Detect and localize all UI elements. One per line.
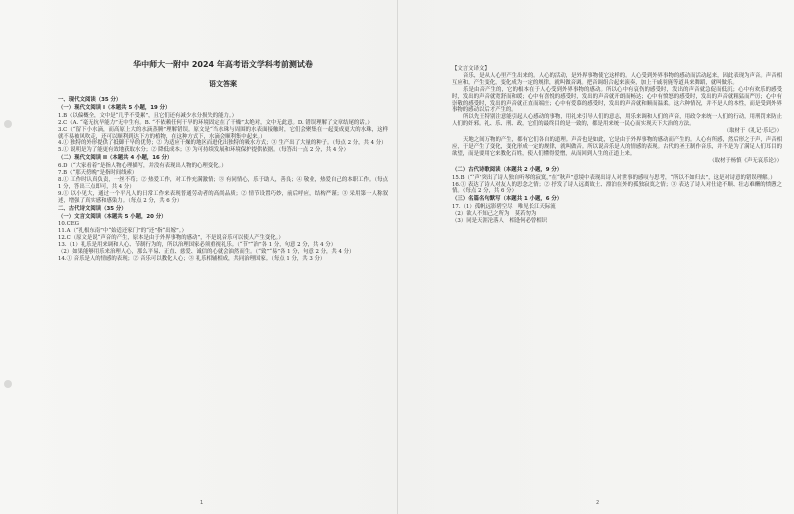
answer-line: 8.① 工作时认真负责，一丝不苟；② 热爱工作，对工作充满激情；③ 有同情心，乐于助人，善良；④ 敬业，热爱自己的本职工作。（每点 1 分，答出三点即可，共 4 分） bbox=[58, 176, 388, 190]
section-heading: （一）现代文阅读 I（本题共 5 小题，19 分） bbox=[58, 104, 171, 111]
answer-line: 音乐，是从人心里产生出来的。人心的活动，是外界事物使它这样的。人心受到外界事物的感动而活动起来，因此表现为声音。声音相互应和，产生变化，变化成为一定的规律，就叫做音调。把音调组合起来演奏，加上干戚羽旄等道具来舞蹈，就叫做乐。 bbox=[452, 72, 782, 86]
page-number-left: 1 bbox=[200, 500, 204, 506]
answer-line: （3）同是天涯沦落人 相逢何必曾相识 bbox=[452, 218, 548, 225]
answer-line: 【文言文译文】 bbox=[452, 66, 490, 72]
answer-line: 15.B（“‘声’突出了诗人独自听琴的寂寞，”在“秋声”意境中表现出诗人对世事的感叹与思考，“所以不如归去”，这是对诗意的错误理解。） bbox=[452, 174, 776, 181]
answer-line: 6.D（“大家看着”是指人物心理描写，并没有表现出人物的心理变化。） bbox=[58, 163, 227, 170]
answer-line: 5.① 说明是为了能更有效地获取水分；② 降低成本；③ 为可持续发展和环境保护提供依据。（每答出一点 2 分，共 4 分） bbox=[58, 147, 349, 154]
section-heading: （二）现代文阅读 II（本题共 4 小题，16 分） bbox=[58, 155, 173, 162]
section-heading: （二）古代诗歌阅读（本题共 2 小题，9 分） bbox=[452, 166, 563, 173]
answer-line: 天地之间万物的产生，都有它们各自的道理。声音也是如此，它是由于外界事物的感动而产生的。人心有所感，然后形之于声，声音相应，于是产生了变化，变化形成一定的规律，就叫做音。所以说音乐是人的情感的表现。古代的圣王制作音乐，并不是为了满足人们耳目的欲望，而是要用它来教化百姓，使人们懂得爱憎，从而回到人生的正道上来。 bbox=[452, 137, 782, 157]
answer-line: 11.A（“扎根东南”中“始适还家门”的“还”指“出嫁”。） bbox=[58, 228, 187, 235]
answer-line: （取材于杨慎《声无哀乐论》） bbox=[709, 157, 782, 164]
exam-title: 华中师大一附中 2024 年高考语文学科考前测试卷 bbox=[133, 60, 313, 69]
answer-line: 13.（1）礼乐是用来调和人心、节制行为的，所以治理国家必须重视礼乐。（“节”“治”各 1 分，句意 2 分，共 4 分） bbox=[58, 242, 337, 249]
answer-subtitle: 语文答案 bbox=[209, 80, 237, 88]
answer-line: 7.B（“那天傍晚”是指时间线索） bbox=[58, 170, 138, 177]
right-page bbox=[452, 0, 782, 514]
answer-line: 10.CEG bbox=[58, 221, 79, 228]
section-heading: （一）文言文阅读（本题共 5 小题，20 分） bbox=[58, 213, 167, 220]
binder-hole-top bbox=[4, 120, 12, 128]
answer-line: 14.① 音乐是人的情感的表现；② 音乐可以教化人心；③ 礼乐相辅相成，共同治理国家。（每点 1 分，共 3 分） bbox=[58, 255, 326, 262]
answer-line: 2.C（A. “毫无抗旱能力”无中生有。B. “不依赖任何干旱的环境固定在了干燥”太绝对，文中无此意。D. 错误理解了文章结尾的话。） bbox=[58, 119, 373, 126]
left-page bbox=[58, 0, 388, 514]
section-heading: （三）名篇名句默写（本题共 1 小题，6 分） bbox=[452, 196, 563, 203]
answer-line: 1.B（以偏概全，文中是“几乎不受累”，且它们还有减少水分损失的能力。） bbox=[58, 112, 238, 119]
answer-line: 3.C（“留下小水滴，而高原上大的水滴蒸腾”理解错误。原文是“当水珠与周围的水表面接触时，它们会聚集在一起变成更大的水珠，这样就不易被风吹走，还可以顺利到达下方的植物，在这种方式下，水滴会顺利集中起来。） bbox=[58, 126, 388, 140]
answer-line: 乐是由音产生的，它的根本在于人心受到外界事物的感动。所以心中有哀伤的感受时，发出的声音就急促而低沉；心中有欢乐的感受时，发出的声音就宽舒而和缓；心中有喜悦的感受时，发出的声音就开朗而畅达；心中有愤怒的感受时，发出的声音就粗猛而严厉；心中有崇敬的感受时，发出的声音就正直而端庄；心中有爱慕的感受时，发出的声音就和顺而温柔。这六种情况，并不是人的本性，而是受到外界事物的感动以后才产生的。 bbox=[452, 86, 782, 114]
left-answer-body bbox=[58, 97, 388, 263]
answer-line: （2）如果能够用乐来治理人心，那么平易、正直、慈爱、诚信的心就会油然而生。（“致”“易”各 1 分，句意 2 分，共 4 分） bbox=[58, 249, 355, 256]
answer-line: 9.① 以小见大，通过一个平凡人的日常工作来表现普通劳动者的高尚品质；② 情节设置巧妙，前后呼应，结构严谨；③ 采用第一人称叙述，增强了真实感和感染力。（每点 2 分，共 6 分） bbox=[58, 190, 388, 204]
section-heading: 二、古代诗文阅读（35 分） bbox=[58, 205, 127, 212]
answer-line: 12.C（原文是说“声音的产生，原本是由于外界事物的感动”，不是说音乐可以使人产生变化。） bbox=[58, 235, 284, 242]
answer-line: （2）欲人不知己之所为 莫若勿为 bbox=[452, 211, 537, 218]
answer-line: 所以先王特别注意能引起人心感动的事物，用礼来引导人们的意志，用乐来调和人们的声音，用政令来统一人们的行动，用刑罚来防止人们的奸邪。礼、乐、刑、政，它们的最终目的是一致的，都是用来统一民心而实现天下大治的方法。 bbox=[452, 114, 782, 128]
page-divider bbox=[397, 0, 398, 514]
answer-line: 17.（1）孤帆远影碧空尽 唯见长江天际流 bbox=[452, 204, 556, 211]
page-number-right: 2 bbox=[596, 500, 600, 506]
binder-hole-bottom bbox=[4, 380, 12, 388]
right-answer-body bbox=[452, 66, 782, 225]
answer-line: （取材于《礼记·乐记》） bbox=[723, 128, 782, 135]
section-heading: 一、现代文阅读（35 分） bbox=[58, 97, 122, 103]
answer-line: 4.① 独特的外形提供了抵御干旱的优势；② 为适应干燥的地区而进化出独特的吸水方式；③ 生产出了大量的种子。（每点 2 分，共 4 分） bbox=[58, 140, 387, 147]
answer-line: 16.① 表达了诗人对友人的思念之情；② 抒发了诗人远离故土、漂泊在外的孤独寂寞之情；③ 表达了诗人对仕途不顺、壮志难酬的愤懑之情。（每点 2 分，共 6 分） bbox=[452, 181, 782, 195]
